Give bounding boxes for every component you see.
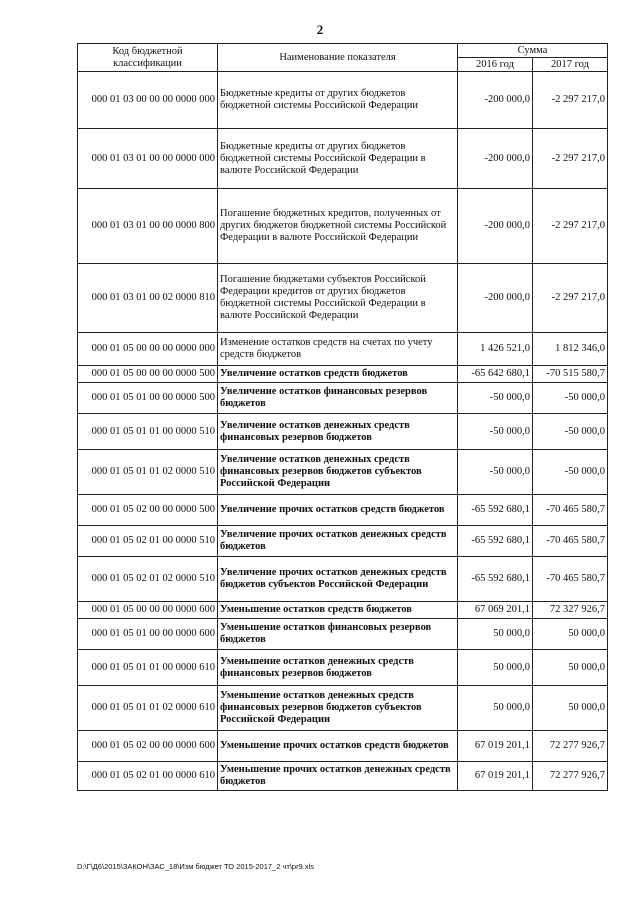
row-value-2017: -50 000,0	[533, 383, 608, 414]
row-code: 000 01 05 01 01 00 0000 510	[78, 414, 218, 450]
header-code: Код бюджетной классификации	[78, 44, 218, 72]
table-row	[78, 383, 608, 414]
row-value-2016: 50 000,0	[458, 686, 533, 731]
row-name: Увеличение остатков средств бюджетов	[218, 366, 458, 383]
row-value-2017: 72 327 926,7	[533, 602, 608, 619]
table-row	[78, 264, 608, 333]
row-name: Уменьшение прочих остатков средств бюджетов	[218, 731, 458, 762]
table-row	[78, 414, 608, 450]
row-name: Изменение остатков средств на счетах по учету средств бюджетов	[218, 333, 458, 366]
row-value-2017: -2 297 217,0	[533, 264, 608, 333]
row-value-2016: -200 000,0	[458, 189, 533, 264]
row-name: Уменьшение остатков средств бюджетов	[218, 602, 458, 619]
row-value-2017: -70 515 580,7	[533, 366, 608, 383]
row-name: Увеличение остатков финансовых резервов бюджетов	[218, 383, 458, 414]
table-body	[78, 72, 608, 791]
row-value-2017: -2 297 217,0	[533, 189, 608, 264]
table-row	[78, 526, 608, 557]
row-code: 000 01 05 02 00 00 0000 600	[78, 731, 218, 762]
row-value-2016: -65 642 680,1	[458, 366, 533, 383]
row-value-2016: 67 019 201,1	[458, 762, 533, 791]
row-code: 000 01 05 01 01 02 0000 510	[78, 450, 218, 495]
row-value-2017: -70 465 580,7	[533, 495, 608, 526]
row-value-2017: -50 000,0	[533, 450, 608, 495]
row-code: 000 01 05 02 00 00 0000 500	[78, 495, 218, 526]
table-row	[78, 619, 608, 650]
header-year-2017: 2017 год	[533, 58, 608, 72]
row-name: Погашение бюджетами субъектов Российской Федерации кредитов от других бюджетов бюджетной системы Российской Федерации в валюте Российской Федерации	[218, 264, 458, 333]
row-value-2016: -65 592 680,1	[458, 495, 533, 526]
row-name: Бюджетные кредиты от других бюджетов бюджетной системы Российской Федерации в валюте Российской Федерации	[218, 129, 458, 189]
row-value-2016: 67 069 201,1	[458, 602, 533, 619]
table-row	[78, 495, 608, 526]
row-name: Увеличение остатков денежных средств финансовых резервов бюджетов	[218, 414, 458, 450]
row-value-2017: -70 465 580,7	[533, 557, 608, 602]
file-path-footer: D:\Г\Д6\2015\ЗАКОН\ЗАС_18\Изм бюджет ТО 2015-2017_2 чт\pr9.xls	[77, 862, 314, 871]
row-code: 000 01 03 01 00 00 0000 800	[78, 189, 218, 264]
row-code: 000 01 05 01 00 00 0000 500	[78, 383, 218, 414]
row-value-2017: 1 812 346,0	[533, 333, 608, 366]
row-value-2016: -200 000,0	[458, 264, 533, 333]
budget-sources-table	[77, 43, 608, 791]
table-row	[78, 686, 608, 731]
row-value-2017: -50 000,0	[533, 414, 608, 450]
row-code: 000 01 05 01 00 00 0000 600	[78, 619, 218, 650]
row-code: 000 01 03 01 00 02 0000 810	[78, 264, 218, 333]
table-row	[78, 450, 608, 495]
row-value-2017: -2 297 217,0	[533, 129, 608, 189]
row-code: 000 01 05 02 01 02 0000 510	[78, 557, 218, 602]
table-row	[78, 731, 608, 762]
row-value-2017: 50 000,0	[533, 686, 608, 731]
table-row	[78, 333, 608, 366]
row-code: 000 01 05 00 00 00 0000 600	[78, 602, 218, 619]
row-value-2016: -200 000,0	[458, 72, 533, 129]
row-value-2016: -50 000,0	[458, 383, 533, 414]
row-value-2016: 50 000,0	[458, 650, 533, 686]
row-name: Уменьшение прочих остатков денежных средств бюджетов	[218, 762, 458, 791]
row-code: 000 01 03 00 00 00 0000 000	[78, 72, 218, 129]
row-name: Уменьшение остатков денежных средств финансовых резервов бюджетов субъектов Российской Федерации	[218, 686, 458, 731]
row-code: 000 01 05 02 01 00 0000 510	[78, 526, 218, 557]
row-name: Увеличение остатков денежных средств финансовых резервов бюджетов субъектов Российской Федерации	[218, 450, 458, 495]
table-header-row	[78, 44, 608, 58]
row-code: 000 01 03 01 00 00 0000 000	[78, 129, 218, 189]
row-name: Увеличение прочих остатков денежных средств бюджетов субъектов Российской Федерации	[218, 557, 458, 602]
row-value-2016: 1 426 521,0	[458, 333, 533, 366]
row-code: 000 01 05 01 01 00 0000 610	[78, 650, 218, 686]
row-name: Уменьшение остатков финансовых резервов бюджетов	[218, 619, 458, 650]
row-value-2017: 72 277 926,7	[533, 731, 608, 762]
page-number: 2	[316, 22, 324, 37]
row-value-2016: -50 000,0	[458, 414, 533, 450]
row-value-2016: -65 592 680,1	[458, 526, 533, 557]
table-row	[78, 366, 608, 383]
row-name: Бюджетные кредиты от других бюджетов бюджетной системы Российской Федерации	[218, 72, 458, 129]
row-name: Увеличение прочих остатков средств бюджетов	[218, 495, 458, 526]
row-value-2016: 67 019 201,1	[458, 731, 533, 762]
row-code: 000 01 05 00 00 00 0000 000	[78, 333, 218, 366]
table-row	[78, 72, 608, 129]
row-code: 000 01 05 02 01 00 0000 610	[78, 762, 218, 791]
table-row	[78, 762, 608, 791]
row-value-2016: -65 592 680,1	[458, 557, 533, 602]
table-row	[78, 650, 608, 686]
table-row	[78, 557, 608, 602]
table-row	[78, 129, 608, 189]
row-code: 000 01 05 01 01 02 0000 610	[78, 686, 218, 731]
row-value-2016: -200 000,0	[458, 129, 533, 189]
row-value-2017: 72 277 926,7	[533, 762, 608, 791]
header-sum: Сумма	[458, 44, 608, 58]
row-value-2017: 50 000,0	[533, 619, 608, 650]
row-value-2016: -50 000,0	[458, 450, 533, 495]
table-row	[78, 602, 608, 619]
row-name: Погашение бюджетных кредитов, полученных от других бюджетов бюджетной системы Российской Федерации в валюте Российской Федерации	[218, 189, 458, 264]
row-code: 000 01 05 00 00 00 0000 500	[78, 366, 218, 383]
row-value-2017: -70 465 580,7	[533, 526, 608, 557]
header-year-2016: 2016 год	[458, 58, 533, 72]
row-name: Уменьшение остатков денежных средств финансовых резервов бюджетов	[218, 650, 458, 686]
row-value-2017: -2 297 217,0	[533, 72, 608, 129]
header-name: Наименование показателя	[218, 44, 458, 72]
table-row	[78, 189, 608, 264]
row-name: Увеличение прочих остатков денежных средств бюджетов	[218, 526, 458, 557]
row-value-2016: 50 000,0	[458, 619, 533, 650]
row-value-2017: 50 000,0	[533, 650, 608, 686]
